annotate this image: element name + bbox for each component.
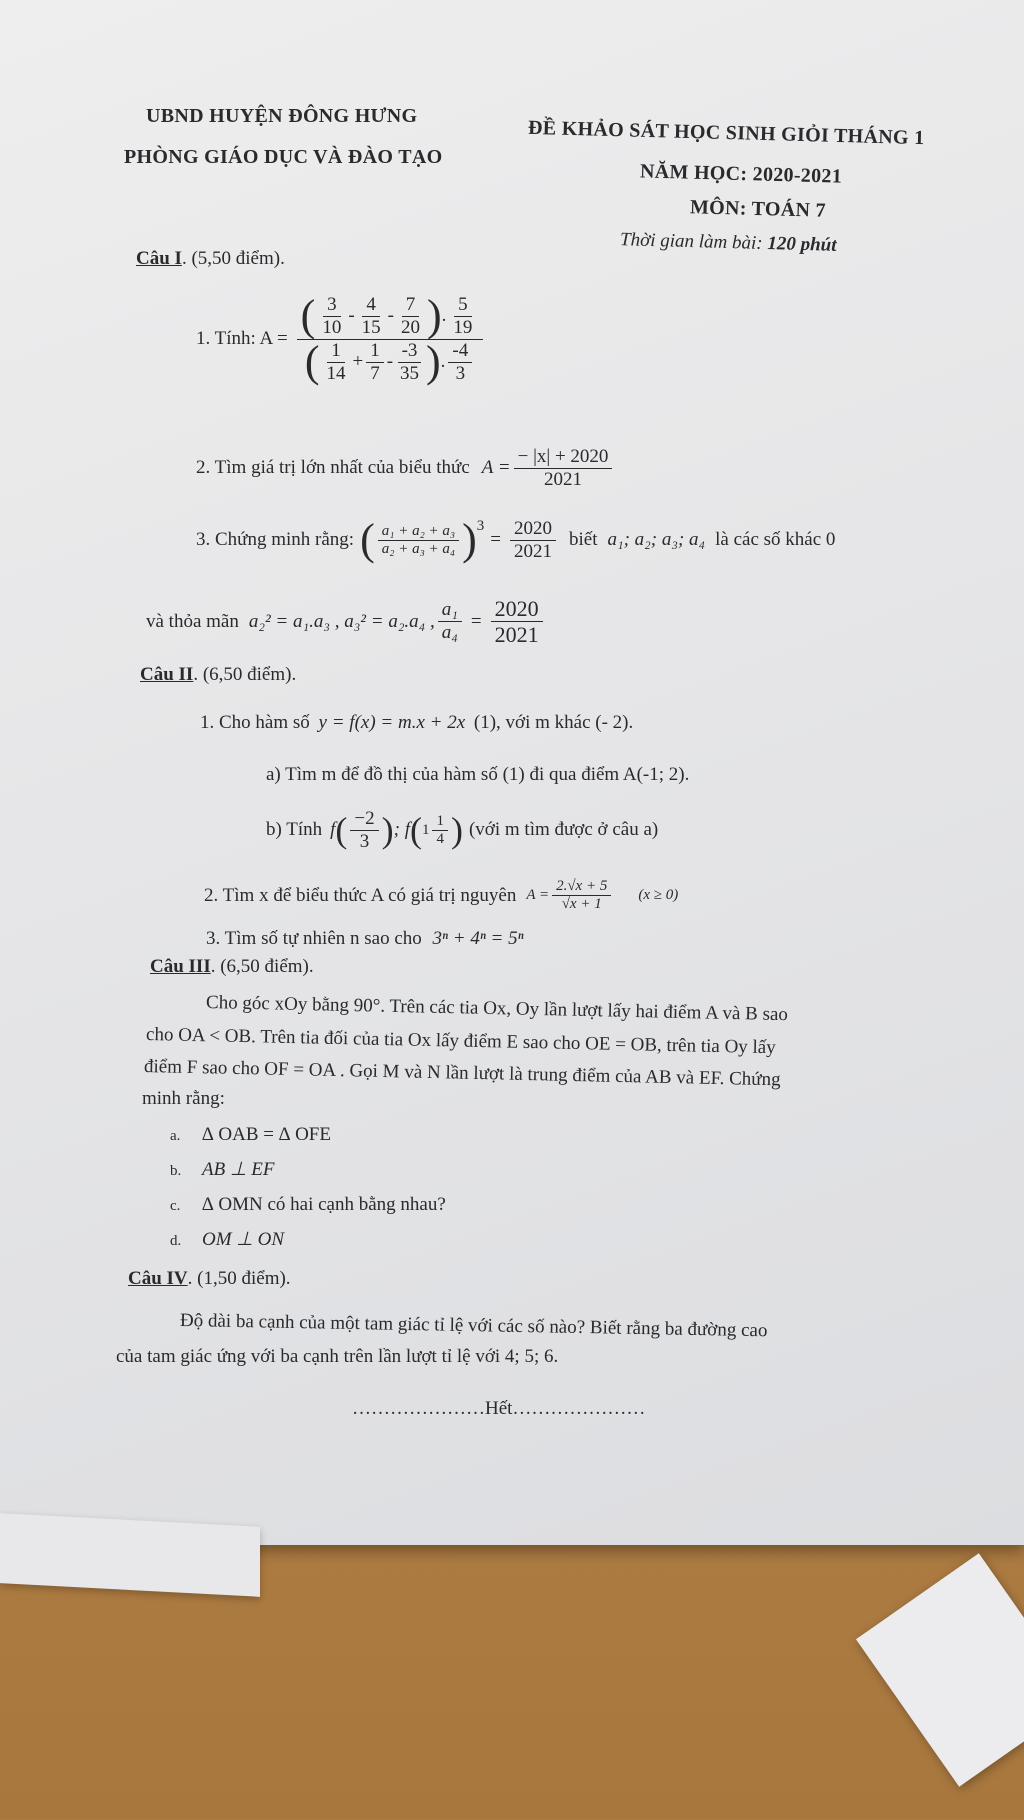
frac-den: √x + 1 xyxy=(561,896,602,913)
frac-den: 15 xyxy=(361,316,381,338)
section-3-item-a xyxy=(170,1124,331,1146)
q2-1-function: y = f(x) = m.x + 2x xyxy=(318,712,466,733)
q2-3 xyxy=(206,928,524,950)
frac-num: −2 xyxy=(350,808,378,831)
item-label: a. xyxy=(170,1128,181,1144)
q2-1 xyxy=(200,712,633,734)
frac-den: 2021 xyxy=(494,622,539,648)
paper-underneath xyxy=(0,1513,260,1597)
q2-1-tail: (1), với m khác (- 2). xyxy=(473,712,634,733)
q1-3-tail2: là các số khác 0 xyxy=(715,529,836,551)
frac-den: 14 xyxy=(326,362,346,384)
q1-3-conditions xyxy=(146,596,546,648)
item-text: ∆ OMN có hai cạnh bằng nhau? xyxy=(202,1194,446,1215)
q1-1 xyxy=(196,291,486,387)
section-2-heading xyxy=(140,664,296,686)
q1-3-cond-frac xyxy=(438,599,462,644)
item-label: c. xyxy=(170,1198,181,1214)
time-label: Thời gian làm bài: xyxy=(619,229,763,254)
paper-corner xyxy=(856,1553,1024,1786)
frac-num: -3 xyxy=(398,340,422,363)
section-3-heading xyxy=(150,956,314,978)
q2-1-text: 1. Cho hàm số xyxy=(200,712,310,733)
q1-3-fraction xyxy=(378,523,459,559)
section-4-title: Câu IV xyxy=(128,1268,188,1289)
time-value: 120 phút xyxy=(767,233,837,256)
section-4-heading xyxy=(128,1268,291,1290)
end-marker: …………………Hết………………… xyxy=(352,1398,646,1419)
subject: MÔN: TOÁN 7 xyxy=(689,196,827,222)
section-4-points: . (1,50 điểm). xyxy=(187,1268,291,1289)
q1-1-prefix: 1. Tính: A = xyxy=(196,328,288,350)
section-3-line1: Cho góc xOy bằng 90°. Trên các tia Ox, Oy lần lượt lấy hai điểm A và B sao xyxy=(205,992,789,1026)
section-3-line3: điểm F sao cho OF = OA . Gọi M và N lần lượt là trung điểm của AB và EF. Chứng xyxy=(143,1056,781,1091)
q1-3-vars: a₁; a₂; a₃; a₄ xyxy=(607,529,706,551)
section-3-line2: cho OA < OB. Trên tia đối của tia Ox lấy điểm E sao cho OE = OB, trên tia Oy lấy xyxy=(145,1024,776,1059)
q1-3-exponent: 3 xyxy=(476,518,485,534)
department-name: PHÒNG GIÁO DỤC VÀ ĐÀO TẠO xyxy=(124,146,443,168)
q1-3-line2: và thỏa mãn xyxy=(146,610,239,632)
q2-2-fraction xyxy=(552,878,611,914)
q2-1b-tail: (với m tìm được ở câu a) xyxy=(468,819,659,841)
frac-num: 2.√x + 5 xyxy=(552,878,611,896)
section-3-line4: minh rằng: xyxy=(142,1088,225,1109)
frac-num: 1 xyxy=(327,340,345,363)
exam-title: ĐỀ KHẢO SÁT HỌC SINH GIỎI THÁNG 1 xyxy=(527,116,925,150)
section-3-item-d xyxy=(170,1228,284,1251)
district-name: UBND HUYỆN ĐÔNG HƯNG xyxy=(146,105,418,127)
q1-3-cond-rhs xyxy=(491,596,543,648)
item-text: OM ⊥ ON xyxy=(202,1229,284,1250)
q1-1-expression xyxy=(297,291,484,387)
frac-num: − |x| + 2020 xyxy=(514,446,613,469)
q2-1b-f1: f xyxy=(330,819,336,841)
q1-2 xyxy=(196,446,615,491)
frac-den: a₄ xyxy=(441,622,458,644)
q2-2 xyxy=(204,878,678,914)
frac-den: 3 xyxy=(359,830,370,852)
frac-num: 1 xyxy=(432,813,448,831)
frac-den: 3 xyxy=(455,362,466,384)
item-label: d. xyxy=(170,1233,182,1249)
frac-den: a₂ + a₃ + a₄ xyxy=(381,540,456,557)
q1-3-cond: a₂² = a₁.a₃ , a₃² = a₂.a₄ , xyxy=(248,610,435,632)
section-2-title: Câu II xyxy=(140,664,194,685)
q1-2-lhs: A = xyxy=(481,457,511,479)
q2-3-equation: 3ⁿ + 4ⁿ = 5ⁿ xyxy=(432,928,524,949)
frac-num: 3 xyxy=(323,294,341,317)
frac-num: 5 xyxy=(454,294,472,317)
frac-num: a₁ xyxy=(438,599,462,622)
q2-1b-frac2 xyxy=(432,813,448,849)
frac-den: 2021 xyxy=(544,468,583,490)
q1-1-numerator: ( $\frac{3}{10}$ - $\frac{4}{15}$ - $\frac{7}{20}$ ) . $\frac{5}{19}$ xyxy=(297,294,484,340)
q1-2-fraction xyxy=(514,446,613,491)
q2-2-condition: (x ≥ 0) xyxy=(638,887,679,904)
q2-1b: b) Tính f ( $\frac{-2}{3}$ ) ; f ( 1 $\frac{1}{4}$ ) (với m tìm được ở câu a) xyxy=(266,808,659,852)
item-text: AB ⊥ EF xyxy=(202,1159,275,1180)
q2-3-text: 3. Tìm số tự nhiên n sao cho xyxy=(206,928,422,949)
section-3-item-c xyxy=(170,1194,446,1216)
section-2-points: . (6,50 điểm). xyxy=(193,664,297,685)
q2-2-lhs: A = xyxy=(526,887,550,904)
frac-num: 4 xyxy=(362,294,380,317)
frac-num: 7 xyxy=(402,294,420,317)
item-text: ∆ OAB = ∆ OFE xyxy=(202,1124,331,1145)
section-3-item-b xyxy=(170,1158,274,1181)
q1-3-rhs xyxy=(510,518,556,563)
section-1-heading xyxy=(136,248,285,270)
q2-1b-f2: ; f xyxy=(393,819,410,841)
frac-den: 10 xyxy=(322,316,342,338)
time-limit xyxy=(620,229,837,257)
section-3-title: Câu III xyxy=(150,956,211,977)
q1-3-tail: biết xyxy=(569,529,598,551)
frac-den: 35 xyxy=(400,362,420,384)
frac-num: -4 xyxy=(448,340,472,363)
frac-den: 4 xyxy=(436,830,444,847)
frac-den: 7 xyxy=(370,362,380,384)
section-3-points: . (6,50 điểm). xyxy=(210,956,314,977)
q2-1b-frac1 xyxy=(350,808,378,853)
q1-3: 3. Chứng minh rằng: ( $\frac{\text{a₁ + a₂ + a₃}}{\text{a₂ + a₃ + a₄}}$ ) $^3$ = $\frac{2020}{2021}$ biết a₁; a₂; a₃; a₄ là các số khác 0 xyxy=(196,515,836,565)
q2-2-text: 2. Tìm x để biểu thức A có giá trị nguyên xyxy=(204,884,517,906)
school-year: NĂM HỌC: 2020-2021 xyxy=(639,160,843,188)
frac-den: 19 xyxy=(453,316,473,338)
section-4-line2: của tam giác ứng với ba cạnh trên lần lượt tỉ lệ với 4; 5; 6. xyxy=(116,1346,559,1367)
section-1-points: . (5,50 điểm). xyxy=(181,248,285,269)
q2-1a: a) Tìm m để đồ thị của hàm số (1) đi qua điểm A(-1; 2). xyxy=(266,764,690,785)
q1-1-denominator: ( $\frac{1}{14}$ + $\frac{1}{7}$ - $\frac{-3}{35}$ ) . $\frac{-4}{3}$ xyxy=(301,340,479,385)
item-label: b. xyxy=(170,1163,182,1179)
q2-1b-text: b) Tính xyxy=(266,819,323,841)
q1-3-text: 3. Chứng minh rằng: xyxy=(196,529,355,551)
frac-num: 2020 xyxy=(491,596,543,622)
section-1-title: Câu I xyxy=(136,248,182,269)
frac-num: 1 xyxy=(366,340,384,363)
q1-3-cond-eq: = xyxy=(470,610,482,632)
frac-den: 20 xyxy=(400,316,420,338)
q2-1b-whole: 1 xyxy=(421,821,430,838)
frac-num: a₁ + a₂ + a₃ xyxy=(378,523,459,541)
frac-den: 2021 xyxy=(514,540,552,562)
section-4-line1: Độ dài ba cạnh của một tam giác tỉ lệ với các số nào? Biết rằng ba đường cao xyxy=(179,1310,768,1342)
frac-num: 2020 xyxy=(510,518,556,541)
q1-2-text: 2. Tìm giá trị lớn nhất của biểu thức xyxy=(196,457,470,479)
